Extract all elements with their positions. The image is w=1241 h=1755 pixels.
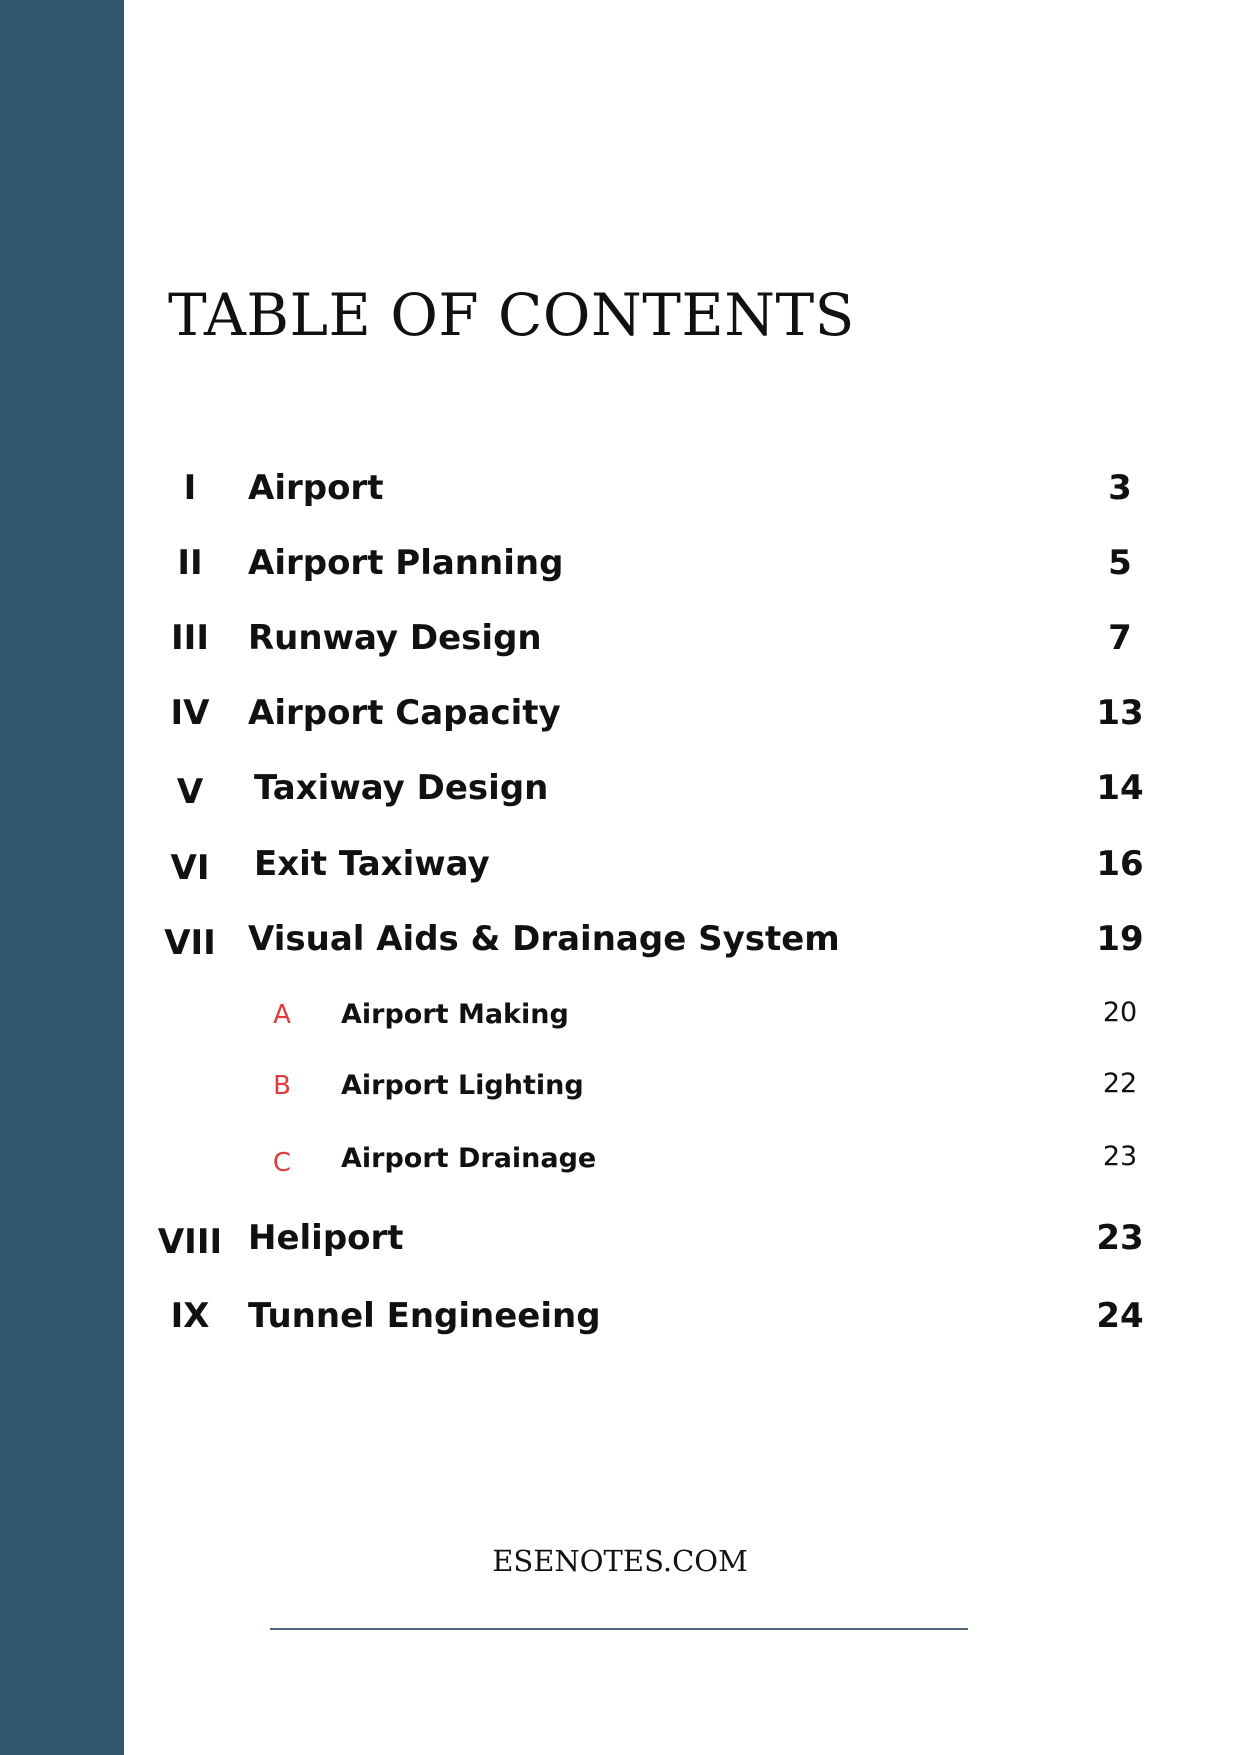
toc-numeral: II [177, 543, 203, 583]
page-title: TABLE OF CONTENTS [168, 281, 855, 349]
toc-label: Airport Capacity [248, 693, 561, 733]
toc-subentry-airport-making[interactable] [0, 984, 1241, 1044]
toc-sub-letter: A [273, 1000, 291, 1030]
toc-label: Taxiway Design [254, 768, 549, 808]
toc-page-number: 7 [1108, 618, 1132, 658]
toc-page-number: 14 [1096, 768, 1144, 808]
toc-page-number: 19 [1096, 919, 1144, 959]
toc-label: Airport Planning [248, 543, 564, 583]
toc-label: Visual Aids & Drainage System [248, 919, 840, 959]
toc-numeral: IX [170, 1296, 210, 1336]
toc-label: Heliport [248, 1218, 404, 1258]
toc-numeral: III [171, 618, 209, 658]
toc-numeral: V [176, 772, 204, 812]
toc-sub-page-number: 22 [1102, 1068, 1138, 1099]
toc-sub-letter: C [272, 1148, 292, 1178]
toc-page-number: 3 [1108, 468, 1132, 508]
toc-page-number: 16 [1096, 844, 1144, 884]
toc-entry-taxiway-design[interactable] [0, 758, 1241, 818]
toc-entry-exit-taxiway[interactable] [0, 834, 1241, 894]
toc-entry-airport-planning[interactable] [0, 533, 1241, 593]
toc-label: Exit Taxiway [254, 844, 490, 884]
toc-page-number: 13 [1096, 693, 1144, 733]
toc-numeral: VII [164, 923, 216, 963]
toc-label: Tunnel Engineeing [248, 1296, 601, 1336]
toc-label: Runway Design [248, 618, 542, 658]
toc-entry-tunnel-engineering[interactable] [0, 1286, 1241, 1346]
toc-entry-visual-aids[interactable] [0, 909, 1241, 969]
toc-numeral: I [183, 468, 197, 508]
toc-sub-label: Airport Drainage [341, 1143, 597, 1174]
toc-sub-letter: B [273, 1071, 291, 1101]
toc-entry-airport[interactable] [0, 458, 1241, 518]
toc-page-number: 23 [1096, 1218, 1144, 1258]
footer-divider [270, 1628, 968, 1630]
toc-numeral: VI [170, 848, 210, 888]
toc-entry-runway-design[interactable] [0, 608, 1241, 668]
toc-subentry-airport-lighting[interactable] [0, 1055, 1241, 1115]
toc-entry-airport-capacity[interactable] [0, 683, 1241, 743]
toc-entry-heliport[interactable] [0, 1208, 1241, 1268]
toc-sub-label: Airport Lighting [341, 1070, 584, 1101]
toc-sub-page-number: 20 [1102, 997, 1138, 1028]
toc-numeral: IV [170, 693, 210, 733]
footer-website: ESENOTES.COM [492, 1544, 748, 1578]
toc-page-number: 5 [1108, 543, 1132, 583]
toc-sub-page-number: 23 [1102, 1141, 1138, 1172]
toc-subentry-airport-drainage[interactable] [0, 1128, 1241, 1188]
toc-sub-label: Airport Making [341, 999, 569, 1030]
toc-page-number: 24 [1096, 1296, 1144, 1336]
toc-label: Airport [248, 468, 384, 508]
toc-numeral: VIII [157, 1222, 223, 1262]
